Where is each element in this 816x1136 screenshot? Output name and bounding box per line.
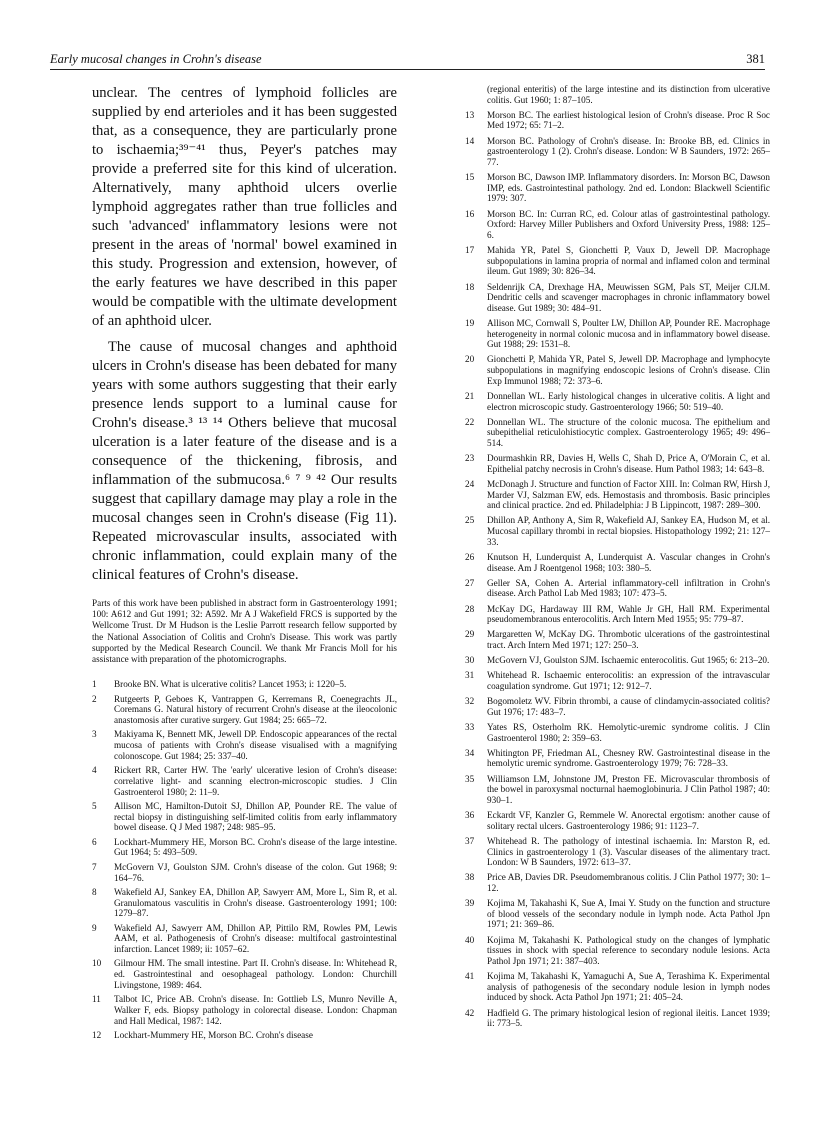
reference-text: Talbot IC, Price AB. Crohn's disease. In: Gottlieb LS, Munro Neville A, Walker F, eds. Biopsy pathology in colorectal disease. London: Chapman and Hall Medical, 1987: 142. — [114, 994, 397, 1026]
body-paragraph-2: The cause of mucosal changes and aphthoid ulcers in Crohn's disease has been debated for many years with some authors suggesting that their early presence lends support to a luminal cause for Crohn's disease.³ ¹³ ¹⁴ Others believe that mucosal ulceration is a later feature of the disease and is a consequence of the thickening, fibrosis, and inflammation of the submucosa.⁶ ⁷ ⁹ ⁴² Our results suggest that capillary damage may play a role in the mucosal changes seen in Crohn's disease (Fig 11). Repeated microvascular insults, associated with chronic inflammation, could explain many of the clinical features of Crohn's disease. — [92, 339, 397, 583]
reference-text: Morson BC. The earliest histological lesion of Crohn's disease. Proc R Soc Med 1972; 65: 71–2. — [487, 109, 770, 131]
reference-number: 40 — [465, 934, 475, 945]
reference-item — [465, 515, 770, 547]
reference-item — [92, 801, 397, 833]
reference-text: Kojima M, Takahashi K. Pathological study on the changes of lymphatic tissues in shock with special reference to secondary nodule lesions. Acta Pathol Jpn 1971; 21: 387–403. — [487, 934, 770, 966]
reference-item — [465, 282, 770, 314]
reference-number: 1 — [92, 679, 97, 690]
reference-text: Hadfield G. The primary histological lesion of regional ileitis. Lancet 1939; ii: 773–5. — [487, 1007, 770, 1029]
reference-text: Bogomoletz WV. Fibrin thrombi, a cause of clindamycin-associated colitis? Gut 1976; 17: 483–7. — [487, 696, 770, 717]
reference-text: Price AB, Davies DR. Pseudomembranous colitis. J Clin Pathol 1977; 30: 1–12. — [487, 872, 770, 893]
reference-item — [92, 837, 397, 858]
reference-text: Makiyama K, Bennett MK, Jewell DP. Endoscopic appearances of the rectal mucosa of patients with Crohn's disease visualised with a magnifying colonoscope. Gut 1984; 25: 337–40. — [114, 729, 397, 761]
reference-number: 18 — [465, 281, 475, 292]
header-rule — [50, 69, 765, 70]
reference-text: Allison MC, Cornwall S, Poulter LW, Dhillon AP, Pounder RE. Macrophage heterogeneity in normal colonic mucosa and in inflammatory bowel disease. Gut 1988; 29: 1531–8. — [487, 317, 770, 350]
reference-item — [465, 209, 770, 241]
reference-number: 37 — [465, 835, 475, 846]
reference-item-continued — [465, 84, 770, 105]
reference-text: Lockhart-Mummery HE, Morson BC. Crohn's disease — [114, 1030, 313, 1041]
reference-number: 27 — [465, 577, 475, 588]
reference-text: Knutson H, Lunderquist A, Lunderquist A. Vascular changes in Crohn's disease. Am J Roentgenol 1968; 103: 380–5. — [487, 551, 770, 573]
reference-number: 25 — [465, 515, 475, 526]
reference-number: 39 — [465, 898, 475, 909]
reference-number: 15 — [465, 172, 475, 183]
reference-text: Margaretten W, McKay DG. Thrombotic ulcerations of the gastrointestinal tract. Arch Intern Med 1971; 127: 250–3. — [487, 629, 770, 651]
reference-number: 32 — [465, 696, 475, 707]
reference-number: 31 — [465, 670, 475, 681]
reference-number: 4 — [92, 765, 97, 776]
reference-number: 9 — [92, 922, 97, 933]
reference-number: 24 — [465, 479, 475, 489]
reference-text: Kojima M, Takahashi K, Yamaguchi A, Sue A, Terashima K. Experimental analysis of pathogenesis of the secondary nodule lesion in lymph nodes induced by shock. Acta Pathol Jpn 1971; 21: 405–24. — [487, 971, 770, 1003]
reference-text: Whitehead R. Ischaemic enterocolitis: an expression of the intravascular coagulation syndrome. Gut 1971; 12: 912–7. — [487, 670, 770, 691]
reference-item — [92, 862, 397, 883]
reference-item — [92, 729, 397, 761]
reference-number: 38 — [465, 872, 475, 883]
reference-list-right — [465, 84, 770, 1029]
reference-item — [465, 629, 770, 650]
right-column — [465, 84, 770, 1033]
reference-item — [92, 923, 397, 955]
reference-item — [465, 722, 770, 743]
reference-number: 2 — [92, 693, 97, 704]
reference-number: 10 — [92, 958, 102, 969]
left-column — [92, 84, 397, 1044]
reference-item — [92, 694, 397, 726]
reference-text: Mahida YR, Patel S, Gionchetti P, Vaux D, Jewell DP. Macrophage subpopulations in lamina propria of normal and inflamed colon and terminal ileum. Gut 1989; 30: 826–34. — [487, 245, 770, 277]
reference-item — [465, 604, 770, 625]
reference-text: McKay DG, Hardaway III RM, Wahle Jr GH, Hall RM. Experimental pseudomembranous enterocolitis. Arch Intern Med 1955; 95: 779–87. — [487, 603, 770, 625]
reference-item — [465, 578, 770, 599]
reference-item — [465, 391, 770, 412]
reference-item — [465, 453, 770, 474]
reference-text: Morson BC. Pathology of Crohn's disease. In: Brooke BB, ed. Clinics in gastroenterology 1 (2). Crohn's disease. London: W B Saunders, 1972: 265–77. — [487, 135, 770, 167]
reference-number: 16 — [465, 208, 475, 219]
reference-item — [465, 318, 770, 350]
reference-text: Lockhart-Mummery HE, Morson BC. Crohn's disease of the large intestine. Gut 1964; 5: 493–509. — [114, 836, 397, 858]
reference-text: (regional enteritis) of the large intestine and its distinction from ulcerative colitis. Gut 1960; 1: 87–105. — [487, 84, 770, 105]
reference-item — [465, 774, 770, 806]
reference-text: Geller SA, Cohen A. Arterial inflammatory-cell infiltration in Crohn's disease. Arch Pathol Lab Med 1983; 107: 473–5. — [487, 577, 770, 599]
reference-number: 5 — [92, 800, 97, 811]
reference-text: Whitehead R. The pathology of intestinal ischaemia. In: Marston R, ed. Clinics in gastroenterology 1 (3). Vascular diseases of the alimentary tract. London: W B Saunders, 1972: 613–37. — [487, 835, 770, 868]
reference-text: McDonagh J. Structure and function of Factor XIII. In: Colman RW, Hirsh J, Marder VJ, Salzman EW, eds. Hemostasis and thrombosis. Basic principles and clinical practice. 2nd ed. Philadelphia: J B Lippincott, 1987: 289–300. — [487, 479, 770, 511]
reference-number: 28 — [465, 603, 475, 614]
reference-item — [465, 172, 770, 204]
reference-number: 14 — [465, 135, 475, 146]
reference-number: 13 — [465, 109, 475, 120]
reference-text: Seldenrijk CA, Drexhage HA, Meuwissen SGM, Pals ST, Meijer CJLM. Dendritic cells and scavenger macrophages in chronic inflammatory bowel disease. Gut 1989; 30: 484–91. — [487, 281, 770, 313]
reference-number: 3 — [92, 729, 97, 740]
reference-item — [465, 836, 770, 868]
reference-item — [465, 136, 770, 168]
reference-text: Dourmashkin RR, Davies H, Wells C, Shah D, Price A, O'Morain C, et al. Epithelial patchy necrosis in Crohn's disease. Hum Pathol 1983; 14: 643–8. — [487, 453, 770, 474]
reference-item — [465, 417, 770, 449]
reference-number: 20 — [465, 354, 475, 365]
reference-number: 7 — [92, 861, 97, 872]
reference-item — [92, 1030, 397, 1041]
reference-item — [465, 872, 770, 893]
reference-item — [465, 479, 770, 511]
reference-item — [465, 110, 770, 131]
reference-item — [465, 1008, 770, 1029]
page-number: 381 — [746, 52, 765, 66]
reference-number: 30 — [465, 655, 475, 666]
reference-number: 17 — [465, 245, 475, 256]
reference-number: 36 — [465, 810, 475, 821]
reference-item — [465, 935, 770, 967]
reference-text: McGovern VJ, Goulston SJM. Crohn's disease of the colon. Gut 1968; 9: 164–76. — [114, 861, 397, 883]
reference-item — [465, 245, 770, 277]
reference-number: 41 — [465, 971, 475, 982]
reference-item — [465, 898, 770, 930]
reference-number: 34 — [465, 747, 475, 758]
reference-text: Dhillon AP, Anthony A, Sim R, Wakefield AJ, Sankey EA, Hudson M, et al. Mucosal capillary thrombi in rectal biopsies. Histopathology 1992; 21: 127–33. — [487, 515, 770, 547]
acknowledgements: Parts of this work have been published in abstract form in Gastroenterology 1991; 100: A612 and Gut 1991; 32: A592. Mr A J Wakefield FRCS is supported by the Wellcome Trust. Dr M Hudson is the Leslie Parrott research fellow supported by the National Association of Colitis and Crohn's Disease. This work was partly supported by the Medical Research Council. We thank Mr Francis Moll for his assistance with preparation of the photomicrographs. — [92, 598, 397, 665]
reference-text: McGovern VJ, Goulston SJM. Ischaemic enterocolitis. Gut 1965; 6: 213–20. — [487, 655, 770, 666]
reference-list-left — [92, 679, 397, 1040]
reference-item — [92, 887, 397, 919]
reference-text: Whitington PF, Friedman AL, Chesney RW. Gastrointestinal disease in the hemolytic uremic syndrome. Gastroenterology 1979; 76: 728–33. — [487, 747, 770, 769]
reference-text: Morson BC. In: Curran RC, ed. Colour atlas of gastrointestinal pathology. Oxford: Harvey Miller Publishers and Oxford University Press, 1988: 125–6. — [487, 208, 770, 240]
reference-text: Eckardt VF, Kanzler G, Remmele W. Anorectal ergotism: another cause of solitary rectal ulcers. Gastroenterology 1986; 91: 1123–7. — [487, 810, 770, 831]
reference-item — [92, 765, 397, 797]
reference-text: Gilmour HM. The small intestine. Part II. Crohn's disease. In: Whitehead R, ed. Gastrointestinal and oesophageal pathology. London: Churchill Livingstone, 1989: 464. — [114, 958, 397, 990]
reference-number: 35 — [465, 773, 475, 784]
reference-number: 12 — [92, 1030, 102, 1041]
reference-item — [92, 958, 397, 990]
reference-text: Yates RS, Osterholm RK. Hemolytic-uremic syndrome colitis. J Clin Gastroenterol 1980; 2: 359–63. — [487, 721, 770, 743]
reference-number: 22 — [465, 416, 475, 427]
reference-number: 29 — [465, 629, 475, 640]
running-header — [50, 52, 765, 72]
reference-text: Donnellan WL. The structure of the colonic mucosa. The epithelium and subepithelial reticulohistiocytic complex. Gastroenterology 1965; 49: 496–514. — [487, 416, 770, 449]
reference-item — [465, 810, 770, 831]
reference-text: Morson BC, Dawson IMP. Inflammatory disorders. In: Morson BC, Dawson IMP, eds. Gastrointestinal pathology. 2nd ed. London: Blackwell Scientific 1979: 307. — [487, 172, 770, 204]
reference-item — [92, 679, 397, 690]
reference-item — [465, 696, 770, 717]
reference-number: 23 — [465, 453, 475, 464]
reference-number: 8 — [92, 886, 97, 897]
reference-item — [92, 994, 397, 1026]
reference-number: 6 — [92, 836, 97, 847]
reference-number: 26 — [465, 551, 475, 562]
reference-text: Rutgeerts P, Geboes K, Vantrappen G, Kerremans R, Coenegrachts JL, Coremans G. Natural history of recurrent Crohn's disease at the ileocolonic anastomosis after curative surgery. Gut 1984; 25: 665–72. — [114, 693, 397, 725]
reference-number: 33 — [465, 721, 475, 732]
reference-number: 42 — [465, 1007, 475, 1018]
reference-item — [465, 552, 770, 573]
reference-text: Wakefield AJ, Sankey EA, Dhillon AP, Sawyerr AM, More L, Sim R, et al. Granulomatous vasculitis in Crohn's disease. Gastroenterology 1991; 100: 1279–87. — [114, 886, 397, 919]
reference-item — [465, 354, 770, 386]
reference-item — [465, 748, 770, 769]
reference-item — [465, 670, 770, 691]
reference-text: Gionchetti P, Mahida YR, Patel S, Jewell DP. Macrophage and lymphocyte subpopulations in magnifying endoscopic lesions of Crohn's disease. Clin Exp Immunol 1988; 72: 373–6. — [487, 354, 770, 386]
body-paragraph-1: unclear. The centres of lymphoid follicles are supplied by end arterioles and it has been suggested that, as a consequence, they are particularly prone to ischaemia;³⁹⁻⁴¹ thus, Peyer's patches may provide a preferred site for this kind of ulceration. Alternatively, many aphthoid ulcers overlie lymphoid aggregates rather than true follicles and such 'advanced' inflammatory lesions were not present in the areas of 'normal' bowel examined in this study. Progression and extension, however, of the early features we have described in this paper would be compatible with the ultimate development of an aphthoid ulcer. — [92, 85, 397, 329]
reference-text: Donnellan WL. Early histological changes in ulcerative colitis. A light and electron microscopic study. Gastroenterology 1966; 50: 519–40. — [487, 390, 770, 412]
reference-number: 11 — [92, 994, 101, 1005]
reference-text: Williamson LM, Johnstone JM, Preston FE. Microvascular thrombosis of the bowel in paroxysmal nocturnal haemoglobinuria. J Clin Pathol 1987; 40: 930–1. — [487, 773, 770, 805]
reference-item — [465, 971, 770, 1003]
reference-text: Kojima M, Takahashi K, Sue A, Imai Y. Study on the function and structure of blood vessels of the secondary nodule in lymph node. Acta Pathol Jpn 1971; 21: 369–86. — [487, 898, 770, 930]
running-title: Early mucosal changes in Crohn's disease — [50, 52, 262, 66]
reference-item — [465, 655, 770, 666]
reference-text: Rickert RR, Carter HW. The 'early' ulcerative lesion of Crohn's disease: correlative light- and scanning electron-microscopic studies. J Clin Gastroenterol 1980; 2: 11–9. — [114, 765, 397, 797]
reference-number: 21 — [465, 390, 475, 401]
reference-text: Allison MC, Hamilton-Dutoit SJ, Dhillon AP, Pounder RE. The value of rectal biopsy in distinguishing self-limited colitis from early inflammatory bowel disease. Q J Med 1987; 248: 985–95. — [114, 800, 397, 833]
reference-text: Wakefield AJ, Sawyerr AM, Dhillon AP, Pittilo RM, Rowles PM, Lewis AAM, et al. Pathogenesis of Crohn's disease: multifocal gastrointestinal infarction. Lancet 1989; ii: 1057–62. — [114, 922, 397, 955]
reference-number: 19 — [465, 317, 475, 328]
reference-text: Brooke BN. What is ulcerative colitis? Lancet 1953; i: 1220–5. — [114, 679, 347, 690]
